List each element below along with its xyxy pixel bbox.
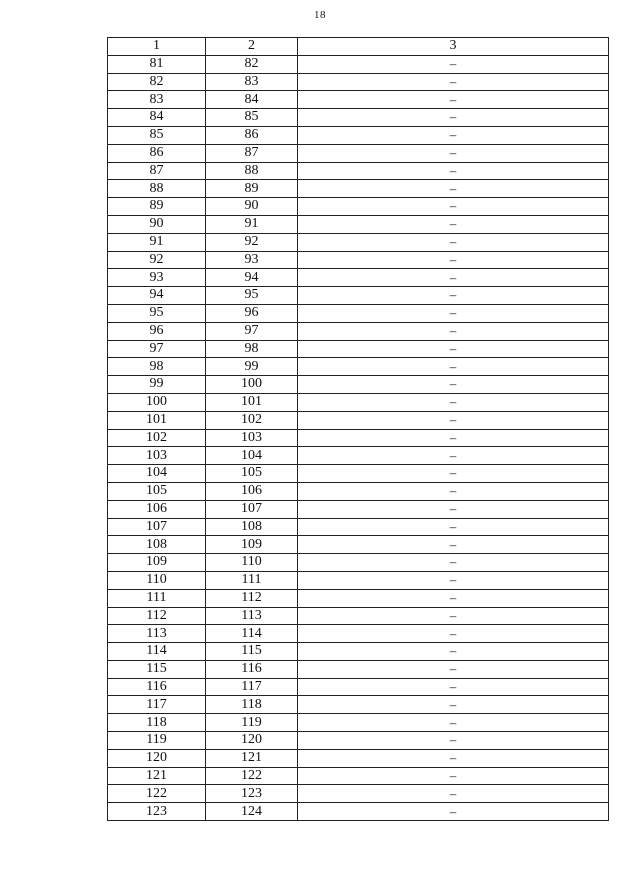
table-cell-col2: 87 (206, 144, 298, 162)
table-row (108, 55, 609, 73)
table-cell-col1: 113 (108, 625, 206, 643)
table-row (108, 803, 609, 821)
table-row (108, 91, 609, 109)
table-cell-col1: 103 (108, 447, 206, 465)
table-row (108, 696, 609, 714)
table-cell-col3: – (298, 589, 609, 607)
table-cell-col3: – (298, 714, 609, 732)
table-cell-col2: 116 (206, 660, 298, 678)
table-cell-col3: – (298, 126, 609, 144)
table-cell-col1: 88 (108, 180, 206, 198)
column-header-1: 1 (108, 38, 206, 56)
table-cell-col1: 105 (108, 482, 206, 500)
table-row (108, 198, 609, 216)
table-row (108, 340, 609, 358)
table-cell-col3: – (298, 767, 609, 785)
table-cell-col3: – (298, 393, 609, 411)
table-cell-col1: 97 (108, 340, 206, 358)
table-cell-col3: – (298, 340, 609, 358)
table-cell-col3: – (298, 500, 609, 518)
table-cell-col3: – (298, 376, 609, 394)
table-row (108, 714, 609, 732)
table-cell-col1: 82 (108, 73, 206, 91)
table-cell-col2: 95 (206, 287, 298, 305)
table-cell-col1: 94 (108, 287, 206, 305)
table-cell-col2: 122 (206, 767, 298, 785)
table-row (108, 304, 609, 322)
table-cell-col2: 111 (206, 571, 298, 589)
table-cell-col1: 110 (108, 571, 206, 589)
table-cell-col1: 92 (108, 251, 206, 269)
table-cell-col3: – (298, 215, 609, 233)
data-table (107, 37, 609, 821)
table-cell-col2: 107 (206, 500, 298, 518)
table-cell-col2: 115 (206, 643, 298, 661)
table-cell-col2: 89 (206, 180, 298, 198)
table-row (108, 589, 609, 607)
table-cell-col2: 119 (206, 714, 298, 732)
table-cell-col1: 106 (108, 500, 206, 518)
table-row (108, 607, 609, 625)
table-cell-col1: 123 (108, 803, 206, 821)
table-row (108, 162, 609, 180)
table-cell-col3: – (298, 607, 609, 625)
table-cell-col2: 98 (206, 340, 298, 358)
table-cell-col2: 93 (206, 251, 298, 269)
table-cell-col2: 90 (206, 198, 298, 216)
table-cell-col3: – (298, 287, 609, 305)
table-cell-col3: – (298, 660, 609, 678)
table-cell-col1: 90 (108, 215, 206, 233)
table-cell-col1: 86 (108, 144, 206, 162)
table-body (108, 55, 609, 820)
table-row (108, 643, 609, 661)
table-cell-col3: – (298, 322, 609, 340)
table-cell-col3: – (298, 198, 609, 216)
table-cell-col3: – (298, 643, 609, 661)
page-number: 18 (314, 9, 326, 21)
table-cell-col2: 112 (206, 589, 298, 607)
column-header-2: 2 (206, 38, 298, 56)
table-cell-col2: 123 (206, 785, 298, 803)
table-container (107, 37, 609, 821)
table-row (108, 411, 609, 429)
table-cell-col2: 100 (206, 376, 298, 394)
table-cell-col3: – (298, 518, 609, 536)
table-cell-col2: 104 (206, 447, 298, 465)
table-row (108, 109, 609, 127)
table-cell-col1: 85 (108, 126, 206, 144)
table-cell-col1: 89 (108, 198, 206, 216)
table-cell-col2: 106 (206, 482, 298, 500)
table-cell-col3: – (298, 251, 609, 269)
table-row (108, 180, 609, 198)
table-cell-col3: – (298, 233, 609, 251)
table-row (108, 73, 609, 91)
table-cell-col2: 114 (206, 625, 298, 643)
table-row (108, 500, 609, 518)
table-cell-col1: 98 (108, 358, 206, 376)
table-cell-col1: 119 (108, 732, 206, 750)
table-row (108, 571, 609, 589)
table-cell-col1: 84 (108, 109, 206, 127)
table-cell-col2: 84 (206, 91, 298, 109)
table-cell-col1: 95 (108, 304, 206, 322)
table-row (108, 126, 609, 144)
table-cell-col3: – (298, 109, 609, 127)
table-cell-col1: 83 (108, 91, 206, 109)
table-cell-col2: 109 (206, 536, 298, 554)
table-cell-col3: – (298, 269, 609, 287)
table-cell-col2: 105 (206, 465, 298, 483)
table-cell-col3: – (298, 803, 609, 821)
table-cell-col2: 124 (206, 803, 298, 821)
table-cell-col3: – (298, 732, 609, 750)
table-cell-col1: 107 (108, 518, 206, 536)
table-cell-col1: 117 (108, 696, 206, 714)
table-row (108, 447, 609, 465)
table-cell-col2: 86 (206, 126, 298, 144)
table-cell-col3: – (298, 465, 609, 483)
table-cell-col2: 94 (206, 269, 298, 287)
table-cell-col3: – (298, 91, 609, 109)
table-cell-col3: – (298, 411, 609, 429)
table-row (108, 465, 609, 483)
table-cell-col2: 92 (206, 233, 298, 251)
table-cell-col3: – (298, 678, 609, 696)
table-cell-col2: 118 (206, 696, 298, 714)
table-cell-col1: 111 (108, 589, 206, 607)
table-cell-col3: – (298, 304, 609, 322)
table-cell-col3: – (298, 749, 609, 767)
table-cell-col2: 91 (206, 215, 298, 233)
column-header-3: 3 (298, 38, 609, 56)
table-cell-col1: 99 (108, 376, 206, 394)
table-cell-col2: 96 (206, 304, 298, 322)
table-row (108, 287, 609, 305)
table-cell-col3: – (298, 429, 609, 447)
table-cell-col3: – (298, 554, 609, 572)
table-row (108, 251, 609, 269)
table-cell-col1: 102 (108, 429, 206, 447)
table-cell-col1: 120 (108, 749, 206, 767)
table-cell-col1: 91 (108, 233, 206, 251)
table-cell-col3: – (298, 180, 609, 198)
table-cell-col3: – (298, 696, 609, 714)
table-row (108, 625, 609, 643)
table-row (108, 233, 609, 251)
table-cell-col1: 121 (108, 767, 206, 785)
header-row (108, 38, 609, 56)
table-row (108, 376, 609, 394)
table-cell-col2: 102 (206, 411, 298, 429)
table-cell-col1: 116 (108, 678, 206, 696)
table-cell-col2: 113 (206, 607, 298, 625)
table-row (108, 393, 609, 411)
table-cell-col2: 103 (206, 429, 298, 447)
table-cell-col2: 83 (206, 73, 298, 91)
table-cell-col1: 114 (108, 643, 206, 661)
table-cell-col1: 96 (108, 322, 206, 340)
table-cell-col1: 87 (108, 162, 206, 180)
table-cell-col1: 122 (108, 785, 206, 803)
table-row (108, 518, 609, 536)
table-header (108, 38, 609, 56)
table-cell-col3: – (298, 571, 609, 589)
table-cell-col1: 100 (108, 393, 206, 411)
table-row (108, 144, 609, 162)
table-cell-col2: 82 (206, 55, 298, 73)
table-cell-col1: 112 (108, 607, 206, 625)
table-row (108, 732, 609, 750)
table-row (108, 536, 609, 554)
table-cell-col3: – (298, 55, 609, 73)
table-cell-col1: 101 (108, 411, 206, 429)
table-cell-col2: 85 (206, 109, 298, 127)
table-cell-col2: 101 (206, 393, 298, 411)
table-cell-col3: – (298, 785, 609, 803)
table-cell-col2: 121 (206, 749, 298, 767)
table-cell-col3: – (298, 144, 609, 162)
table-cell-col2: 110 (206, 554, 298, 572)
table-cell-col2: 108 (206, 518, 298, 536)
table-cell-col3: – (298, 625, 609, 643)
table-cell-col3: – (298, 358, 609, 376)
table-cell-col2: 88 (206, 162, 298, 180)
table-row (108, 785, 609, 803)
table-cell-col2: 97 (206, 322, 298, 340)
table-cell-col3: – (298, 162, 609, 180)
table-cell-col3: – (298, 73, 609, 91)
table-cell-col2: 99 (206, 358, 298, 376)
table-row (108, 660, 609, 678)
table-cell-col1: 115 (108, 660, 206, 678)
table-row (108, 554, 609, 572)
table-cell-col1: 81 (108, 55, 206, 73)
table-cell-col3: – (298, 536, 609, 554)
table-cell-col1: 108 (108, 536, 206, 554)
table-row (108, 322, 609, 340)
table-row (108, 482, 609, 500)
table-cell-col1: 118 (108, 714, 206, 732)
table-row (108, 269, 609, 287)
table-cell-col2: 120 (206, 732, 298, 750)
table-cell-col1: 93 (108, 269, 206, 287)
table-row (108, 678, 609, 696)
table-row (108, 358, 609, 376)
table-row (108, 429, 609, 447)
table-cell-col1: 109 (108, 554, 206, 572)
table-cell-col2: 117 (206, 678, 298, 696)
table-cell-col3: – (298, 447, 609, 465)
table-cell-col1: 104 (108, 465, 206, 483)
table-row (108, 215, 609, 233)
table-row (108, 749, 609, 767)
table-cell-col3: – (298, 482, 609, 500)
table-row (108, 767, 609, 785)
